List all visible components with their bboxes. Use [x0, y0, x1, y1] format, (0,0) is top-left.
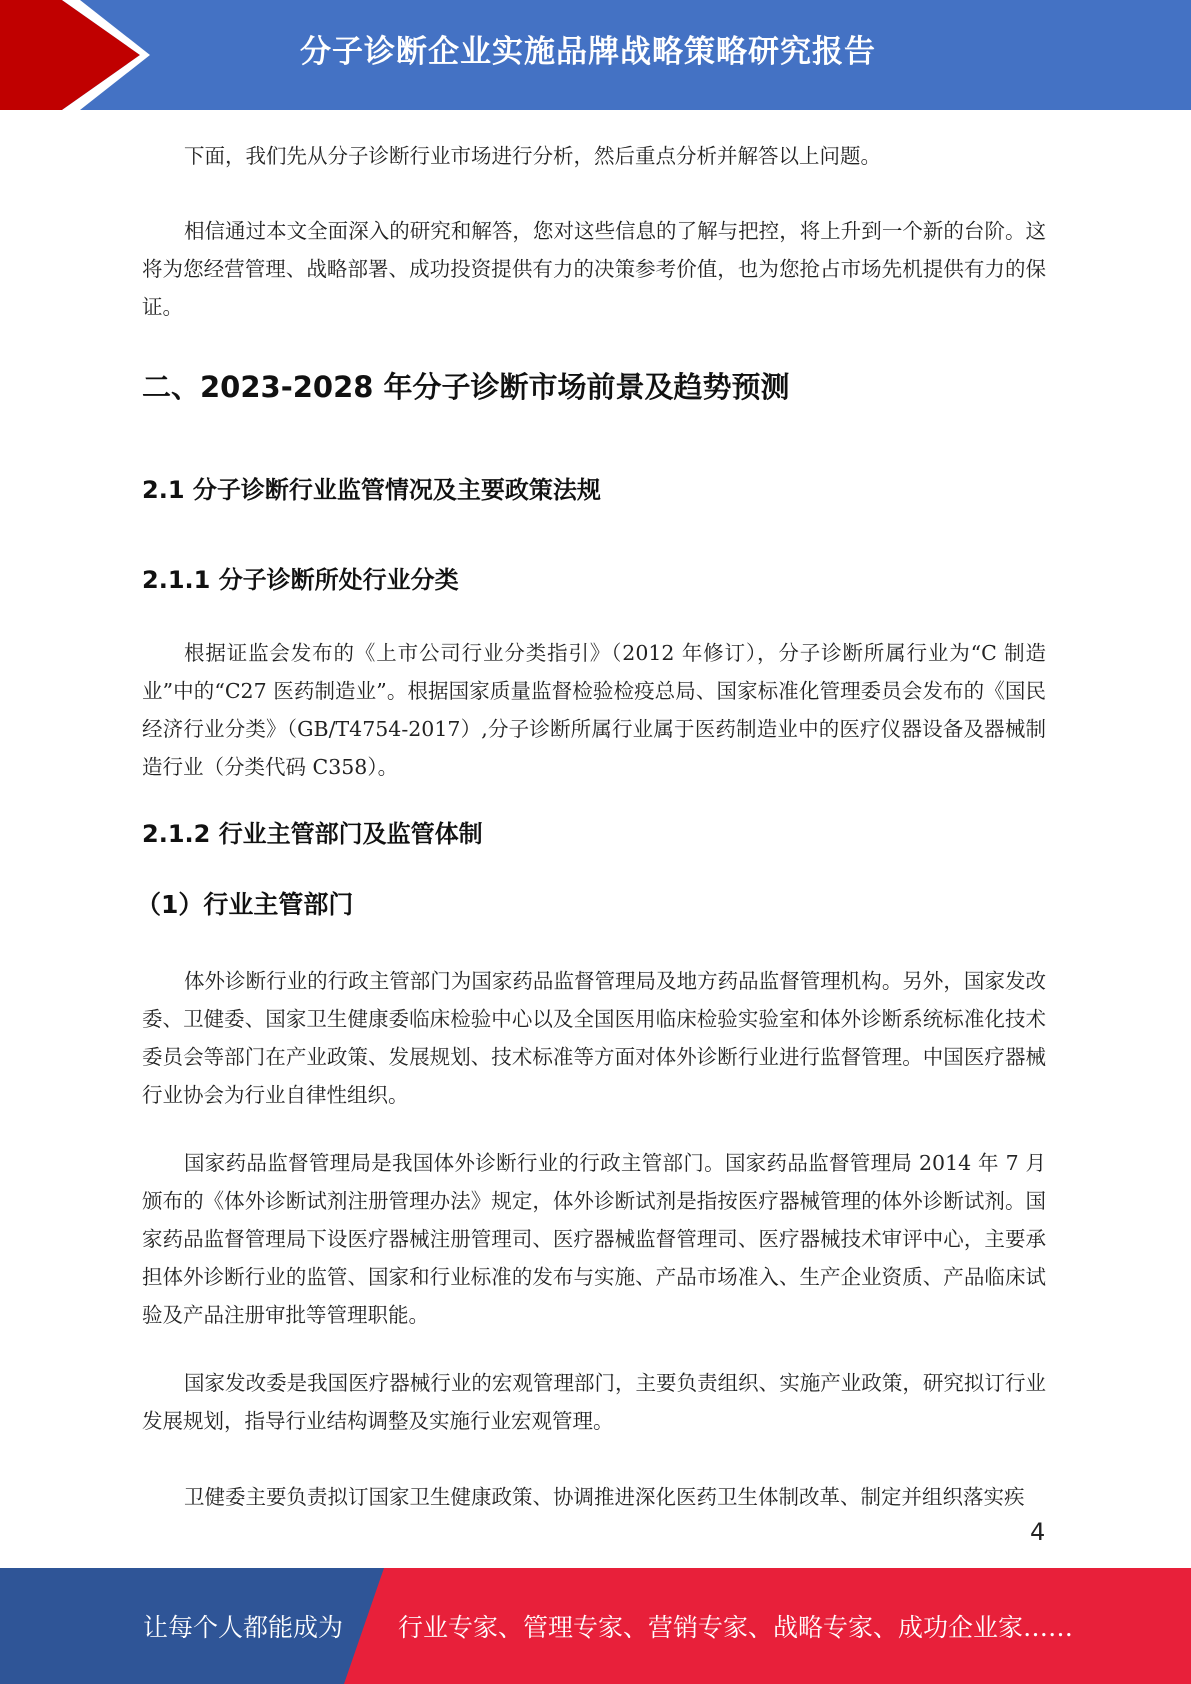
subsection-heading-2-1-2: 2.1.2 行业主管部门及监管体制: [142, 820, 483, 848]
paragraph-nhc: 卫健委主要负责拟订国家卫生健康政策、协调推进深化医药卫生体制改革、制定并组织落实疾: [184, 1485, 1025, 1509]
paragraph-classification: 根据证监会发布的《上市公司行业分类指引》（2012 年修订），分子诊断所属行业为“C 制造业”中的“C27 医药制造业”。根据国家质量监督检验检疫总局、国家标准化管理委员会发布的《国民经济行业分类》（GB/T4754-2017）,分子诊断所属行业属于医药制造业中的医疗仪器设备及器械制造行业（分类代码 C358）。: [142, 641, 1046, 779]
subsection-heading-authority: （1）行业主管部门: [136, 890, 354, 919]
report-title: 分子诊断企业实施品牌战略策略研究报告: [300, 34, 876, 70]
paragraph-authorities: 体外诊断行业的行政主管部门为国家药品监督管理局及地方药品监督管理机构。另外，国家发改委、卫健委、国家卫生健康委临床检验中心以及全国医用临床检验实验室和体外诊断系统标准化技术委员会等部门在产业政策、发展规划、技术标准等方面对体外诊断行业进行监督管理。中国医疗器械行业协会为行业自律性组织。: [142, 969, 1046, 1107]
header-banner: [0, 0, 1191, 110]
paragraph-value: 相信通过本文全面深入的研究和解答，您对这些信息的了解与把控，将上升到一个新的台阶。这将为您经营管理、战略部署、成功投资提供有力的决策参考价值，也为您抢占市场先机提供有力的保证。: [142, 219, 1046, 319]
footer-slogan-right: 行业专家、管理专家、营销专家、战略专家、成功企业家……: [398, 1613, 1074, 1642]
page-number: 4: [1030, 1518, 1046, 1546]
subsection-heading-2-1-1: 2.1.1 分子诊断所处行业分类: [142, 566, 459, 594]
paragraph-ndrc: 国家发改委是我国医疗器械行业的宏观管理部门，主要负责组织、实施产业政策，研究拟订行业发展规划，指导行业结构调整及实施行业宏观管理。: [142, 1371, 1046, 1433]
paragraph-intro: 下面，我们先从分子诊断行业市场进行分析，然后重点分析并解答以上问题。: [184, 144, 881, 168]
section-heading: 二、2023-2028 年分子诊断市场前景及趋势预测: [142, 370, 790, 404]
subsection-heading-2-1: 2.1 分子诊断行业监管情况及主要政策法规: [142, 476, 601, 504]
footer-slogan-left: 让每个人都能成为: [143, 1613, 344, 1642]
paragraph-nmpa: 国家药品监督管理局是我国体外诊断行业的行政主管部门。国家药品监督管理局 2014 年 7 月颁布的《体外诊断试剂注册管理办法》规定，体外诊断试剂是指按医疗器械管理的体外诊断试剂。国家药品监督管理局下设医疗器械注册管理司、医疗器械监督管理司、医疗器械技术审评中心，主要承担体外诊断行业的监管、国家和行业标准的发布与实施、产品市场准入、生产企业资质、产品临床试验及产品注册审批等管理职能。: [142, 1151, 1046, 1327]
footer-banner: [0, 1568, 1191, 1684]
